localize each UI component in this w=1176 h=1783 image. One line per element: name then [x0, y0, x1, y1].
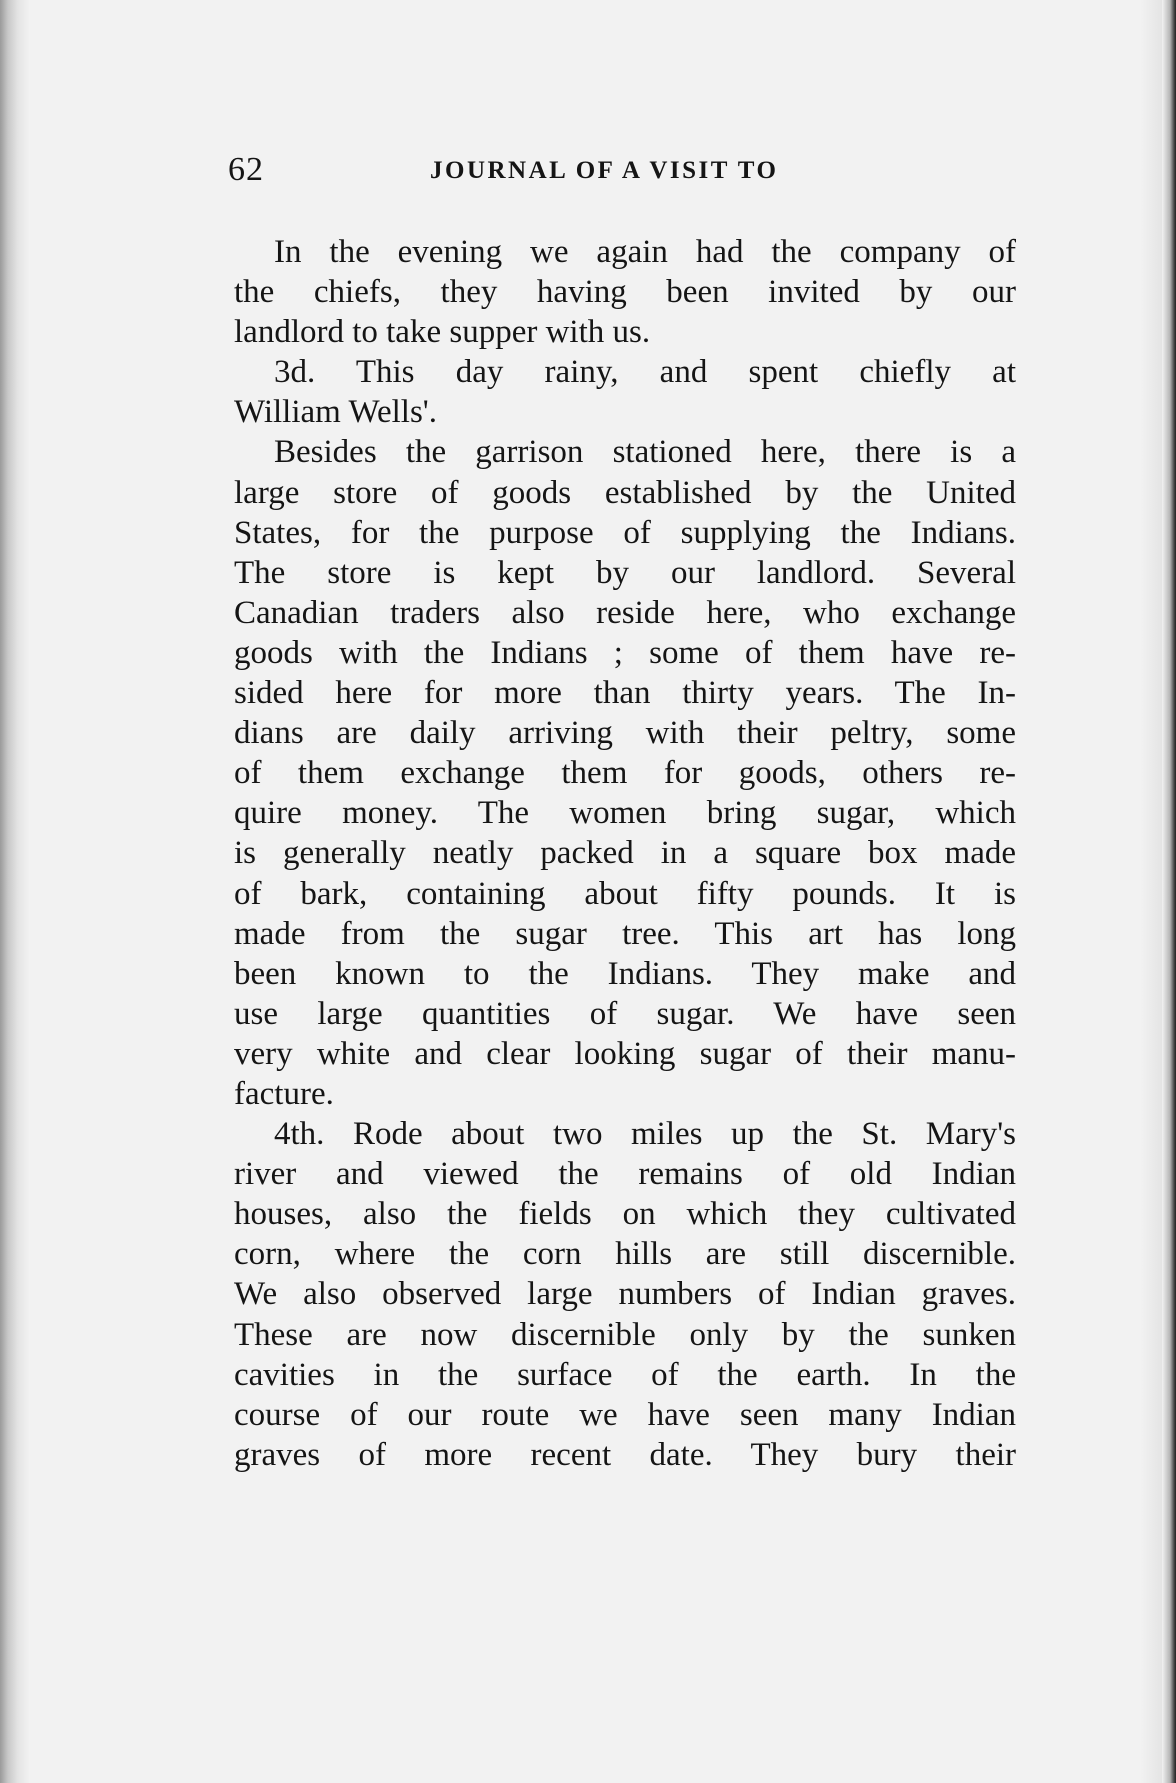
text-line: quire money. The women bring sugar, which: [234, 795, 1016, 832]
text-line: The store is kept by our landlord. Several: [234, 554, 1016, 591]
text-line: graves of more recent date. They bury their: [234, 1436, 1016, 1473]
text-line: large store of goods established by the United: [234, 474, 1016, 511]
text-line: sided here for more than thirty years. The In-: [234, 675, 1016, 712]
page-right-edge: [1162, 0, 1176, 1783]
text-line: These are now discernible only by the sunken: [234, 1316, 1016, 1353]
text-line: been known to the Indians. They make and: [234, 955, 1016, 992]
text-line: river and viewed the remains of old Indian: [234, 1156, 1016, 1193]
text-line: houses, also the fields on which they cultivated: [234, 1196, 1016, 1233]
text-line: facture.: [234, 1075, 334, 1112]
text-line: Canadian traders also reside here, who exchange: [234, 594, 1016, 631]
text-line: the chiefs, they having been invited by our: [234, 274, 1016, 311]
text-line: William Wells'.: [234, 394, 437, 431]
running-head: [228, 148, 1018, 192]
text-line: is generally neatly packed in a square box made: [234, 835, 1016, 872]
text-line: 3d. This day rainy, and spent chiefly at: [274, 354, 1016, 391]
text-line: of bark, containing about fifty pounds. It is: [234, 875, 1016, 912]
text-line: goods with the Indians ; some of them have re-: [234, 634, 1016, 671]
page-number: 62: [228, 151, 264, 188]
text-line: made from the sugar tree. This art has long: [234, 915, 1016, 952]
running-title: JOURNAL OF A VISIT TO: [430, 157, 779, 184]
text-line: In the evening we again had the company of: [274, 234, 1016, 270]
text-line: We also observed large numbers of Indian graves.: [234, 1276, 1016, 1313]
page-edge-shade: [1140, 0, 1162, 1783]
text-line: Besides the garrison stationed here, there is a: [274, 434, 1016, 471]
text-line: landlord to take supper with us.: [234, 314, 651, 351]
text-line: course of our route we have seen many Indian: [234, 1396, 1016, 1433]
text-line: 4th. Rode about two miles up the St. Mary's: [274, 1116, 1016, 1153]
page-gutter-shadow: [0, 0, 30, 1783]
text-line: States, for the purpose of supplying the Indians.: [234, 514, 1016, 551]
text-line: cavities in the surface of the earth. In the: [234, 1356, 1016, 1393]
text-line: of them exchange them for goods, others re-: [234, 755, 1016, 792]
body-text: [234, 232, 1016, 1475]
text-line: very white and clear looking sugar of their manu-: [234, 1035, 1016, 1072]
text-line: corn, where the corn hills are still discernible.: [234, 1236, 1016, 1273]
text-line: use large quantities of sugar. We have seen: [234, 995, 1016, 1032]
text-line: dians are daily arriving with their peltry, some: [234, 715, 1016, 752]
